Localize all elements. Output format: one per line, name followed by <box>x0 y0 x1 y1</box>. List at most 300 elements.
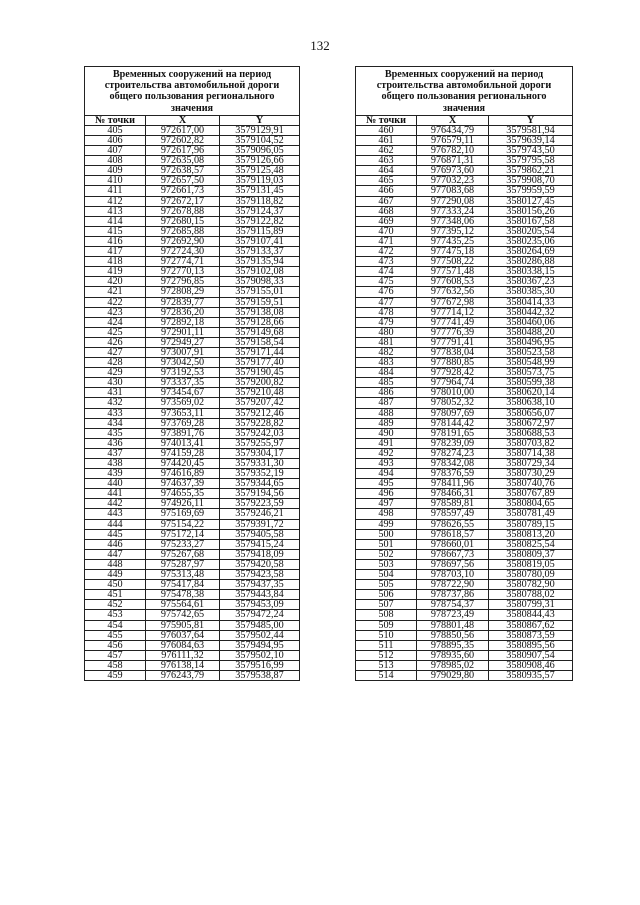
point-number-cell: 493 <box>356 459 417 469</box>
point-number-cell: 490 <box>356 428 417 438</box>
y-coordinate-cell: 3579122,82 <box>220 216 300 226</box>
point-number-cell: 513 <box>356 660 417 670</box>
y-coordinate-cell: 3580782,90 <box>489 580 573 590</box>
table-row <box>356 539 573 549</box>
point-number-cell: 499 <box>356 519 417 529</box>
point-number-cell: 487 <box>356 398 417 408</box>
point-number-cell: 473 <box>356 257 417 267</box>
point-number-cell: 425 <box>85 327 146 337</box>
y-coordinate-cell: 3580620,14 <box>489 388 573 398</box>
y-coordinate-cell: 3579200,82 <box>220 378 300 388</box>
x-coordinate-cell: 972638,57 <box>146 166 220 176</box>
y-coordinate-cell: 3580367,23 <box>489 277 573 287</box>
y-coordinate-cell: 3579212,46 <box>220 408 300 418</box>
point-number-cell: 463 <box>356 156 417 166</box>
y-coordinate-cell: 3579119,03 <box>220 176 300 186</box>
x-coordinate-cell: 977475,18 <box>417 247 489 257</box>
x-coordinate-cell: 976243,79 <box>146 670 220 680</box>
table-row <box>85 146 300 156</box>
point-number-cell: 457 <box>85 650 146 660</box>
y-coordinate-cell: 3580788,02 <box>489 590 573 600</box>
table-row <box>85 469 300 479</box>
x-coordinate-cell: 973042,50 <box>146 358 220 368</box>
x-coordinate-cell: 975417,84 <box>146 580 220 590</box>
y-coordinate-cell: 3580907,54 <box>489 650 573 660</box>
x-coordinate-cell: 978342,08 <box>417 459 489 469</box>
point-number-cell: 500 <box>356 529 417 539</box>
x-coordinate-cell: 977333,24 <box>417 206 489 216</box>
table-row <box>356 378 573 388</box>
x-coordinate-cell: 977672,98 <box>417 297 489 307</box>
y-coordinate-cell: 3580496,95 <box>489 337 573 347</box>
x-coordinate-cell: 977032,23 <box>417 176 489 186</box>
table-row <box>85 388 300 398</box>
x-coordinate-cell: 973569,02 <box>146 398 220 408</box>
x-coordinate-cell: 972661,73 <box>146 186 220 196</box>
table-row <box>356 166 573 176</box>
point-number-cell: 471 <box>356 236 417 246</box>
y-coordinate-cell: 3579133,37 <box>220 247 300 257</box>
point-number-cell: 440 <box>85 479 146 489</box>
point-number-cell: 433 <box>85 408 146 418</box>
y-coordinate-cell: 3579502,44 <box>220 630 300 640</box>
point-number-cell: 480 <box>356 327 417 337</box>
table-row <box>356 489 573 499</box>
table-row <box>356 630 573 640</box>
table-row <box>356 277 573 287</box>
point-number-cell: 426 <box>85 337 146 347</box>
table-row <box>85 267 300 277</box>
table-row <box>85 670 300 680</box>
y-coordinate-cell: 3579125,48 <box>220 166 300 176</box>
point-number-cell: 423 <box>85 307 146 317</box>
point-number-cell: 447 <box>85 549 146 559</box>
y-coordinate-cell: 3579405,58 <box>220 529 300 539</box>
table-row <box>85 499 300 509</box>
y-coordinate-cell: 3579107,41 <box>220 236 300 246</box>
point-number-cell: 464 <box>356 166 417 176</box>
y-coordinate-cell: 3579159,51 <box>220 297 300 307</box>
table-row <box>85 539 300 549</box>
point-number-cell: 430 <box>85 378 146 388</box>
x-coordinate-cell: 974420,45 <box>146 459 220 469</box>
x-coordinate-cell: 972808,29 <box>146 287 220 297</box>
y-coordinate-cell: 3579352,19 <box>220 469 300 479</box>
point-number-cell: 420 <box>85 277 146 287</box>
point-number-cell: 492 <box>356 448 417 458</box>
page-number: 132 <box>310 38 330 53</box>
x-coordinate-cell: 974616,89 <box>146 469 220 479</box>
table-row <box>85 398 300 408</box>
point-number-cell: 409 <box>85 166 146 176</box>
x-coordinate-cell: 975905,81 <box>146 620 220 630</box>
table-row <box>356 226 573 236</box>
point-number-cell: 510 <box>356 630 417 640</box>
table-row <box>85 368 300 378</box>
point-number-cell: 451 <box>85 590 146 600</box>
point-number-cell: 454 <box>85 620 146 630</box>
point-number-cell: 469 <box>356 216 417 226</box>
table-row <box>85 358 300 368</box>
x-coordinate-cell: 973337,35 <box>146 378 220 388</box>
y-coordinate-cell: 3580729,34 <box>489 459 573 469</box>
point-number-cell: 411 <box>85 186 146 196</box>
point-number-cell: 495 <box>356 479 417 489</box>
y-coordinate-cell: 3580672,97 <box>489 418 573 428</box>
x-coordinate-cell: 975172,14 <box>146 529 220 539</box>
table-row <box>356 297 573 307</box>
point-number-cell: 467 <box>356 196 417 206</box>
y-coordinate-cell: 3579581,94 <box>489 125 573 135</box>
y-coordinate-cell: 3579453,09 <box>220 600 300 610</box>
y-coordinate-cell: 3579304,17 <box>220 448 300 458</box>
y-coordinate-cell: 3580789,15 <box>489 519 573 529</box>
table-row <box>356 146 573 156</box>
table-row <box>356 549 573 559</box>
point-number-cell: 452 <box>85 600 146 610</box>
table-row <box>85 378 300 388</box>
x-coordinate-cell: 976973,60 <box>417 166 489 176</box>
table-row <box>356 327 573 337</box>
table-row <box>356 136 573 146</box>
table-row <box>85 438 300 448</box>
x-coordinate-cell: 978850,56 <box>417 630 489 640</box>
x-coordinate-cell: 972602,82 <box>146 136 220 146</box>
table-row <box>356 479 573 489</box>
table-row <box>356 459 573 469</box>
x-coordinate-cell: 977571,48 <box>417 267 489 277</box>
x-coordinate-cell: 978722,90 <box>417 580 489 590</box>
point-number-cell: 408 <box>85 156 146 166</box>
y-coordinate-cell: 3580844,43 <box>489 610 573 620</box>
x-coordinate-cell: 977632,56 <box>417 287 489 297</box>
x-coordinate-cell: 978589,81 <box>417 499 489 509</box>
y-coordinate-cell: 3579795,58 <box>489 156 573 166</box>
y-coordinate-cell: 3579472,24 <box>220 610 300 620</box>
x-coordinate-cell: 976871,31 <box>417 156 489 166</box>
y-coordinate-cell: 3579494,95 <box>220 640 300 650</box>
table-row <box>85 337 300 347</box>
table-row <box>85 236 300 246</box>
point-number-cell: 468 <box>356 206 417 216</box>
y-coordinate-cell: 3580809,37 <box>489 549 573 559</box>
y-coordinate-cell: 3580523,58 <box>489 347 573 357</box>
y-coordinate-cell: 3579228,82 <box>220 418 300 428</box>
x-coordinate-cell: 977508,22 <box>417 257 489 267</box>
table-row <box>85 166 300 176</box>
point-number-cell: 441 <box>85 489 146 499</box>
y-coordinate-cell: 3579502,10 <box>220 650 300 660</box>
x-coordinate-cell: 973007,91 <box>146 347 220 357</box>
table-row <box>85 509 300 519</box>
point-number-cell: 417 <box>85 247 146 257</box>
y-coordinate-cell: 3580804,65 <box>489 499 573 509</box>
point-number-cell: 442 <box>85 499 146 509</box>
table-row <box>85 347 300 357</box>
point-number-cell: 511 <box>356 640 417 650</box>
y-coordinate-cell: 3580867,62 <box>489 620 573 630</box>
y-coordinate-cell: 3580825,54 <box>489 539 573 549</box>
point-number-cell: 481 <box>356 337 417 347</box>
table-row <box>85 570 300 580</box>
y-coordinate-cell: 3579177,40 <box>220 358 300 368</box>
point-number-cell: 507 <box>356 600 417 610</box>
y-coordinate-cell: 3579190,45 <box>220 368 300 378</box>
x-coordinate-cell: 972836,20 <box>146 307 220 317</box>
point-number-cell: 466 <box>356 186 417 196</box>
x-coordinate-cell: 976111,32 <box>146 650 220 660</box>
y-coordinate-cell: 3580286,88 <box>489 257 573 267</box>
point-number-cell: 439 <box>85 469 146 479</box>
point-number-cell: 421 <box>85 287 146 297</box>
table-row <box>85 206 300 216</box>
x-coordinate-cell: 972774,71 <box>146 257 220 267</box>
x-coordinate-cell: 978626,55 <box>417 519 489 529</box>
y-coordinate-cell: 3580264,69 <box>489 247 573 257</box>
y-coordinate-cell: 3580573,75 <box>489 368 573 378</box>
x-coordinate-cell: 972949,27 <box>146 337 220 347</box>
y-coordinate-cell: 3579194,56 <box>220 489 300 499</box>
x-coordinate-cell: 978723,49 <box>417 610 489 620</box>
table-row <box>85 327 300 337</box>
x-coordinate-cell: 978895,35 <box>417 640 489 650</box>
point-number-cell: 465 <box>356 176 417 186</box>
x-coordinate-cell: 972724,30 <box>146 247 220 257</box>
table-row <box>356 559 573 569</box>
x-coordinate-cell: 975287,97 <box>146 559 220 569</box>
point-number-cell: 405 <box>85 125 146 135</box>
y-coordinate-cell: 3579255,97 <box>220 438 300 448</box>
x-coordinate-cell: 977928,42 <box>417 368 489 378</box>
table-row <box>356 509 573 519</box>
x-coordinate-cell: 977608,53 <box>417 277 489 287</box>
point-number-cell: 497 <box>356 499 417 509</box>
point-number-cell: 483 <box>356 358 417 368</box>
table-title: Временных сооружений на период строительства автомобильной дороги общего пользования регионального значения <box>356 67 573 116</box>
point-number-cell: 428 <box>85 358 146 368</box>
x-coordinate-cell: 972839,77 <box>146 297 220 307</box>
y-coordinate-cell: 3579115,89 <box>220 226 300 236</box>
table-row <box>356 267 573 277</box>
x-coordinate-cell: 977964,74 <box>417 378 489 388</box>
table-row <box>356 307 573 317</box>
table-row <box>85 630 300 640</box>
table-row <box>356 580 573 590</box>
table-row <box>356 196 573 206</box>
y-coordinate-cell: 3579242,03 <box>220 428 300 438</box>
table-row <box>356 347 573 357</box>
x-coordinate-cell: 972901,11 <box>146 327 220 337</box>
column-header-x: X <box>417 115 489 125</box>
table-row <box>85 297 300 307</box>
point-number-cell: 470 <box>356 226 417 236</box>
table-row <box>356 206 573 216</box>
y-coordinate-cell: 3579437,35 <box>220 580 300 590</box>
table-row <box>85 186 300 196</box>
point-number-cell: 488 <box>356 408 417 418</box>
point-number-cell: 448 <box>85 559 146 569</box>
table-row <box>85 307 300 317</box>
x-coordinate-cell: 978667,73 <box>417 549 489 559</box>
y-coordinate-cell: 3580205,54 <box>489 226 573 236</box>
table-row <box>356 418 573 428</box>
x-coordinate-cell: 978274,23 <box>417 448 489 458</box>
table-row <box>356 570 573 580</box>
x-coordinate-cell: 978935,60 <box>417 650 489 660</box>
point-number-cell: 438 <box>85 459 146 469</box>
y-coordinate-cell: 3579443,84 <box>220 590 300 600</box>
x-coordinate-cell: 977791,41 <box>417 337 489 347</box>
x-coordinate-cell: 978754,37 <box>417 600 489 610</box>
point-number-cell: 462 <box>356 146 417 156</box>
y-coordinate-cell: 3579418,09 <box>220 549 300 559</box>
x-coordinate-cell: 977435,25 <box>417 236 489 246</box>
x-coordinate-cell: 977714,12 <box>417 307 489 317</box>
table-row <box>85 277 300 287</box>
table-row <box>356 176 573 186</box>
x-coordinate-cell: 977741,49 <box>417 317 489 327</box>
point-number-cell: 496 <box>356 489 417 499</box>
y-coordinate-cell: 3579102,08 <box>220 267 300 277</box>
x-coordinate-cell: 972796,85 <box>146 277 220 287</box>
table-row <box>85 418 300 428</box>
y-coordinate-cell: 3579538,87 <box>220 670 300 680</box>
y-coordinate-cell: 3579096,05 <box>220 146 300 156</box>
x-coordinate-cell: 978411,96 <box>417 479 489 489</box>
point-number-cell: 506 <box>356 590 417 600</box>
table-row <box>85 216 300 226</box>
x-coordinate-cell: 978191,65 <box>417 428 489 438</box>
table-row <box>356 358 573 368</box>
x-coordinate-cell: 978985,02 <box>417 660 489 670</box>
point-number-cell: 419 <box>85 267 146 277</box>
table-row <box>85 580 300 590</box>
x-coordinate-cell: 975169,69 <box>146 509 220 519</box>
point-number-cell: 456 <box>85 640 146 650</box>
x-coordinate-cell: 978737,86 <box>417 590 489 600</box>
point-number-cell: 431 <box>85 388 146 398</box>
y-coordinate-cell: 3580414,33 <box>489 297 573 307</box>
table-row <box>85 459 300 469</box>
x-coordinate-cell: 975478,38 <box>146 590 220 600</box>
x-coordinate-cell: 978010,00 <box>417 388 489 398</box>
table-row <box>356 398 573 408</box>
point-number-cell: 505 <box>356 580 417 590</box>
x-coordinate-cell: 974013,41 <box>146 438 220 448</box>
table-row <box>85 660 300 670</box>
table-row <box>356 236 573 246</box>
y-coordinate-cell: 3579423,58 <box>220 570 300 580</box>
point-number-cell: 422 <box>85 297 146 307</box>
x-coordinate-cell: 976084,63 <box>146 640 220 650</box>
y-coordinate-cell: 3579126,66 <box>220 156 300 166</box>
y-coordinate-cell: 3579138,08 <box>220 307 300 317</box>
point-number-cell: 418 <box>85 257 146 267</box>
x-coordinate-cell: 977395,12 <box>417 226 489 236</box>
table-row <box>356 469 573 479</box>
table-row <box>356 650 573 660</box>
point-number-cell: 445 <box>85 529 146 539</box>
table-row <box>85 559 300 569</box>
y-coordinate-cell: 3580235,06 <box>489 236 573 246</box>
point-number-cell: 416 <box>85 236 146 246</box>
y-coordinate-cell: 3580656,07 <box>489 408 573 418</box>
point-number-cell: 437 <box>85 448 146 458</box>
x-coordinate-cell: 978618,57 <box>417 529 489 539</box>
point-number-cell: 498 <box>356 509 417 519</box>
x-coordinate-cell: 972617,00 <box>146 125 220 135</box>
point-number-cell: 486 <box>356 388 417 398</box>
y-coordinate-cell: 3580780,09 <box>489 570 573 580</box>
table-row <box>85 479 300 489</box>
x-coordinate-cell: 972770,13 <box>146 267 220 277</box>
y-coordinate-cell: 3579391,72 <box>220 519 300 529</box>
point-number-cell: 443 <box>85 509 146 519</box>
x-coordinate-cell: 978801,48 <box>417 620 489 630</box>
point-number-cell: 412 <box>85 196 146 206</box>
table-row <box>85 519 300 529</box>
x-coordinate-cell: 972617,96 <box>146 146 220 156</box>
y-coordinate-cell: 3579862,21 <box>489 166 573 176</box>
y-coordinate-cell: 3580460,06 <box>489 317 573 327</box>
y-coordinate-cell: 3580638,10 <box>489 398 573 408</box>
x-coordinate-cell: 978239,09 <box>417 438 489 448</box>
y-coordinate-cell: 3579158,54 <box>220 337 300 347</box>
y-coordinate-cell: 3579098,33 <box>220 277 300 287</box>
point-number-cell: 502 <box>356 549 417 559</box>
table-row <box>85 489 300 499</box>
table-row <box>356 317 573 327</box>
x-coordinate-cell: 972685,88 <box>146 226 220 236</box>
point-number-cell: 446 <box>85 539 146 549</box>
y-coordinate-cell: 3579485,00 <box>220 620 300 630</box>
point-number-cell: 503 <box>356 559 417 569</box>
point-number-cell: 494 <box>356 469 417 479</box>
x-coordinate-cell: 972635,08 <box>146 156 220 166</box>
y-coordinate-cell: 3580688,53 <box>489 428 573 438</box>
x-coordinate-cell: 975313,48 <box>146 570 220 580</box>
y-coordinate-cell: 3579207,42 <box>220 398 300 408</box>
y-coordinate-cell: 3579210,48 <box>220 388 300 398</box>
y-coordinate-cell: 3580127,45 <box>489 196 573 206</box>
table-row <box>85 529 300 539</box>
y-coordinate-cell: 3579104,52 <box>220 136 300 146</box>
point-number-cell: 406 <box>85 136 146 146</box>
y-coordinate-cell: 3579118,82 <box>220 196 300 206</box>
table-row <box>85 590 300 600</box>
y-coordinate-cell: 3579128,66 <box>220 317 300 327</box>
table-row <box>356 670 573 680</box>
point-number-cell: 460 <box>356 125 417 135</box>
y-coordinate-cell: 3579516,99 <box>220 660 300 670</box>
y-coordinate-cell: 3580730,29 <box>489 469 573 479</box>
y-coordinate-cell: 3580935,57 <box>489 670 573 680</box>
table-row <box>356 529 573 539</box>
x-coordinate-cell: 977083,68 <box>417 186 489 196</box>
x-coordinate-cell: 974655,35 <box>146 489 220 499</box>
x-coordinate-cell: 978376,59 <box>417 469 489 479</box>
y-coordinate-cell: 3579246,21 <box>220 509 300 519</box>
table-row <box>356 337 573 347</box>
x-coordinate-cell: 978703,10 <box>417 570 489 580</box>
table-row <box>85 620 300 630</box>
table-row <box>85 650 300 660</box>
x-coordinate-cell: 978097,69 <box>417 408 489 418</box>
y-coordinate-cell: 3580442,32 <box>489 307 573 317</box>
table-row <box>85 287 300 297</box>
table-row <box>85 196 300 206</box>
table-row <box>356 287 573 297</box>
